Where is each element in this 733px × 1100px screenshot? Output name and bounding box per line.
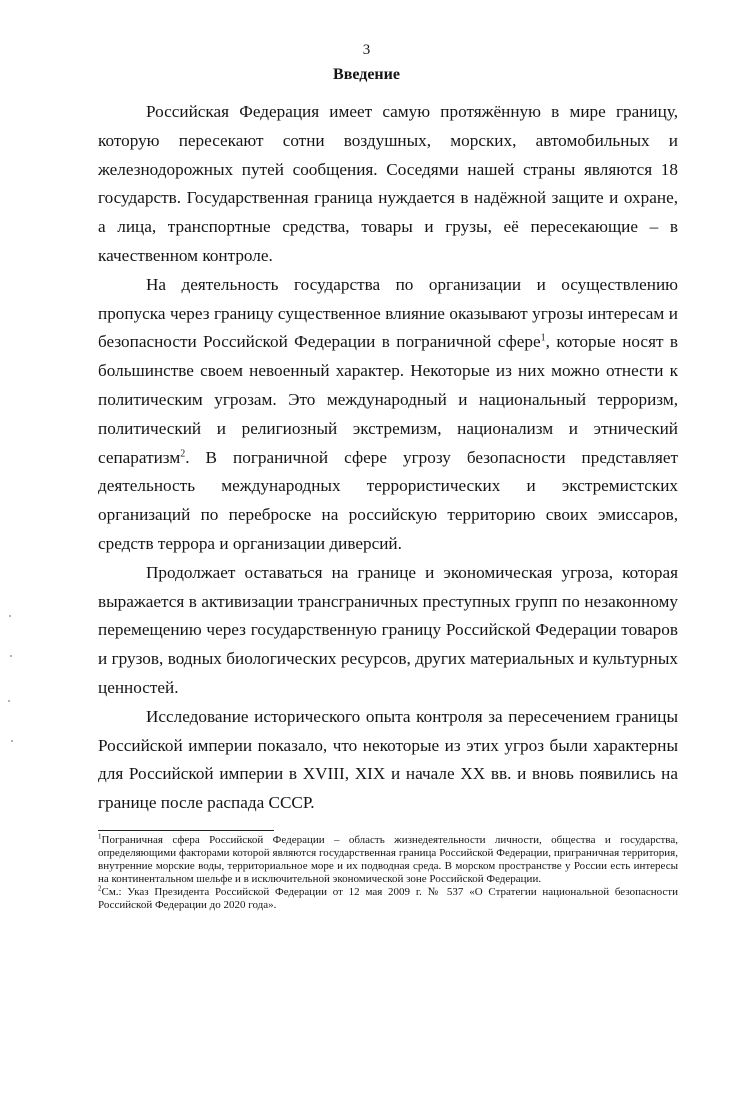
scan-specks <box>8 600 18 780</box>
paragraph-2-part-1: На деятельность государства по организации и осуществлению пропуска через границу существенное влияние оказывают угрозы интересам и безопасности Российской Федерации в пограничной сфере <box>98 274 678 352</box>
paragraph-1: Российская Федерация имеет самую протяжённую в мире границу, которую пересекают сотни воздушных, морских, автомобильных и железнодорожных путей сообщения. Соседями нашей страны являются 18 государств. Государственная граница нуждается в надёжной защите и охране, а лица, транспортные средства, товары и грузы, её пересекающие – в качественном контроле. <box>98 102 678 265</box>
footnote-ref-2: 2 <box>180 447 186 459</box>
scan-speck <box>10 655 12 657</box>
scan-speck <box>8 700 10 702</box>
scan-speck <box>11 740 13 742</box>
footnote-separator <box>98 830 274 831</box>
footnote-ref-1: 1 <box>540 332 546 344</box>
section-heading: Введение <box>333 66 400 83</box>
page-number: 3 <box>362 42 371 58</box>
body-text <box>98 98 678 818</box>
paragraph-2 <box>98 271 678 559</box>
footnote-2-mark: 2 <box>98 884 102 893</box>
paragraph-2-part-3: . В пограничной сфере угрозу безопасности представляет деятельность международных террористических и экстремистских организаций по переброске на российскую территорию своих эмиссаров, средств террора и организации диверсий. <box>98 447 678 553</box>
paragraph-3: Продолжает оставаться на границе и экономическая угроза, которая выражается в активизации трансграничных преступных групп по незаконному перемещению через государственную границу Российской Федерации товаров и грузов, водных биологических ресурсов, других материальных и культурных ценностей. <box>98 562 678 697</box>
footnote-2-text: См.: Указ Президента Российской Федерации от 12 мая 2009 г. № 537 «О Стратегии национальной безопасности Российской Федерации до 2020 года». <box>98 886 678 911</box>
footnotes <box>98 834 678 912</box>
footnote-2 <box>98 886 678 912</box>
footnote-1-mark: 1 <box>98 832 102 841</box>
paragraph-2-part-2: , которые носят в большинстве своем невоенный характер. Некоторые из них можно отнести к политическим угрозам. Это международный и национальный терроризм, политический и религиозный экстремизм, национализм и этнический сепаратизм <box>98 332 679 467</box>
paragraph-4: Исследование исторического опыта контроля за пересечением границы Российской империи показало, что некоторые из этих угроз были характерны для Российской империи в XVIII, XIX и начале XX вв. и вновь появились на границе после распада СССР. <box>98 706 678 813</box>
scan-speck <box>9 615 11 617</box>
footnote-1-text: Пограничная сфера Российской Федерации – область жизнедеятельности личности, общества и государства, определяющими факторами которой являются государственная граница Российской Федерации, приграничная территория, внутренние морские воды, территориальное море и их подводная среда. В морском пространстве у России есть интересы на континентальном шельфе и в исключительной экономической зоне Российской Федерации. <box>98 834 678 885</box>
footnote-1 <box>98 834 678 886</box>
